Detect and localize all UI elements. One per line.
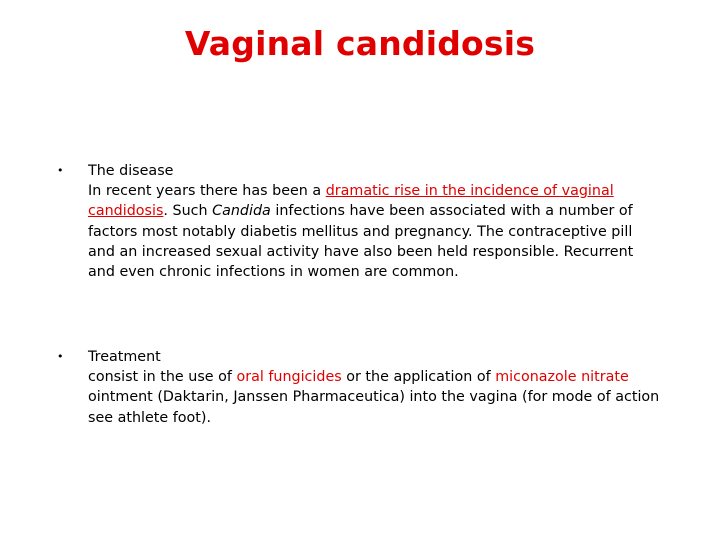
- italic-text: Candida: [212, 203, 271, 220]
- slide-title: Vaginal candidosis: [184, 24, 536, 63]
- text-segment: ointment (Daktarin, Janssen Pharmaceutica) into the vagina (for mode of action see athlete foot).: [88, 389, 660, 426]
- text-segment: . Such: [163, 203, 213, 220]
- text-segment: consist in the use of: [88, 369, 237, 386]
- section-heading-disease: The disease: [88, 163, 174, 179]
- bullet-text-disease: [88, 161, 663, 282]
- section-heading-treatment: Treatment: [88, 349, 161, 365]
- bullet-icon: •: [57, 350, 64, 363]
- text-segment: infections have been associated with a number of factors most notably diabetis mellitus and pregnancy. The contraceptive pill and an increased sexual activity have also been held responsible. Recurrent and even chronic infections in women are common.: [88, 203, 634, 281]
- text-segment: or the application of: [341, 369, 496, 386]
- bullet-text-treatment: [88, 347, 663, 428]
- bullet-icon: •: [57, 164, 64, 177]
- highlighted-text: dramatic rise in the incidence of vaginal candidosis: [88, 183, 614, 220]
- highlighted-text: miconazole nitrate: [495, 369, 629, 386]
- text-segment: In recent years there has been a: [88, 183, 326, 200]
- highlighted-text: oral fungicides: [236, 369, 342, 386]
